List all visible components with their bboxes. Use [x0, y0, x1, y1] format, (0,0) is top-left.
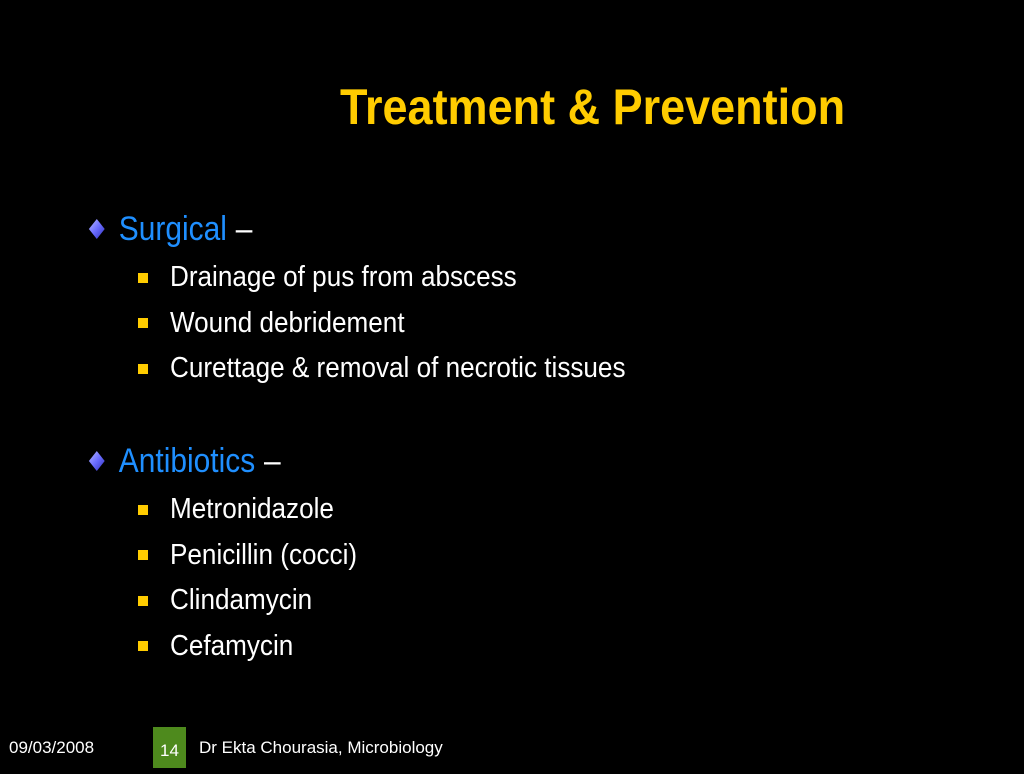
list-item [138, 533, 948, 579]
section-antibiotics [88, 439, 948, 669]
section-dash: – [235, 209, 253, 248]
item-list [88, 255, 948, 392]
list-item-text: Clindamycin [170, 584, 313, 617]
list-item-text: Drainage of pus from abscess [170, 261, 517, 294]
section-heading [88, 439, 845, 483]
list-item [138, 487, 948, 533]
list-item-text: Wound debridement [170, 306, 405, 339]
list-item [138, 624, 948, 670]
section-surgical [88, 207, 948, 392]
footer-author: Dr Ekta Chourasia, Microbiology [199, 738, 443, 757]
list-item [138, 578, 948, 624]
square-bullet-icon [138, 596, 148, 606]
list-item [138, 346, 948, 392]
section-dash: – [263, 441, 281, 480]
square-bullet-icon [138, 273, 148, 283]
diamond-bullet-icon [88, 217, 106, 241]
footer-date: 09/03/2008 [9, 738, 95, 757]
list-item-text: Penicillin (cocci) [170, 538, 358, 571]
square-bullet-icon [138, 641, 148, 651]
slide-number-badge: 14 [153, 727, 186, 768]
square-bullet-icon [138, 505, 148, 515]
diamond-bullet-icon [88, 449, 106, 473]
list-item-text: Cefamycin [170, 629, 294, 662]
list-item-text: Metronidazole [170, 493, 334, 526]
section-label: Antibiotics [118, 441, 256, 480]
item-list [88, 487, 948, 669]
square-bullet-icon [138, 318, 148, 328]
square-bullet-icon [138, 364, 148, 374]
slide-title: Treatment & Prevention [340, 79, 846, 135]
list-item [138, 255, 948, 301]
square-bullet-icon [138, 550, 148, 560]
list-item-text: Curettage & removal of necrotic tissues [170, 352, 626, 385]
section-heading [88, 207, 845, 251]
list-item [138, 301, 948, 347]
section-label: Surgical [118, 209, 227, 248]
